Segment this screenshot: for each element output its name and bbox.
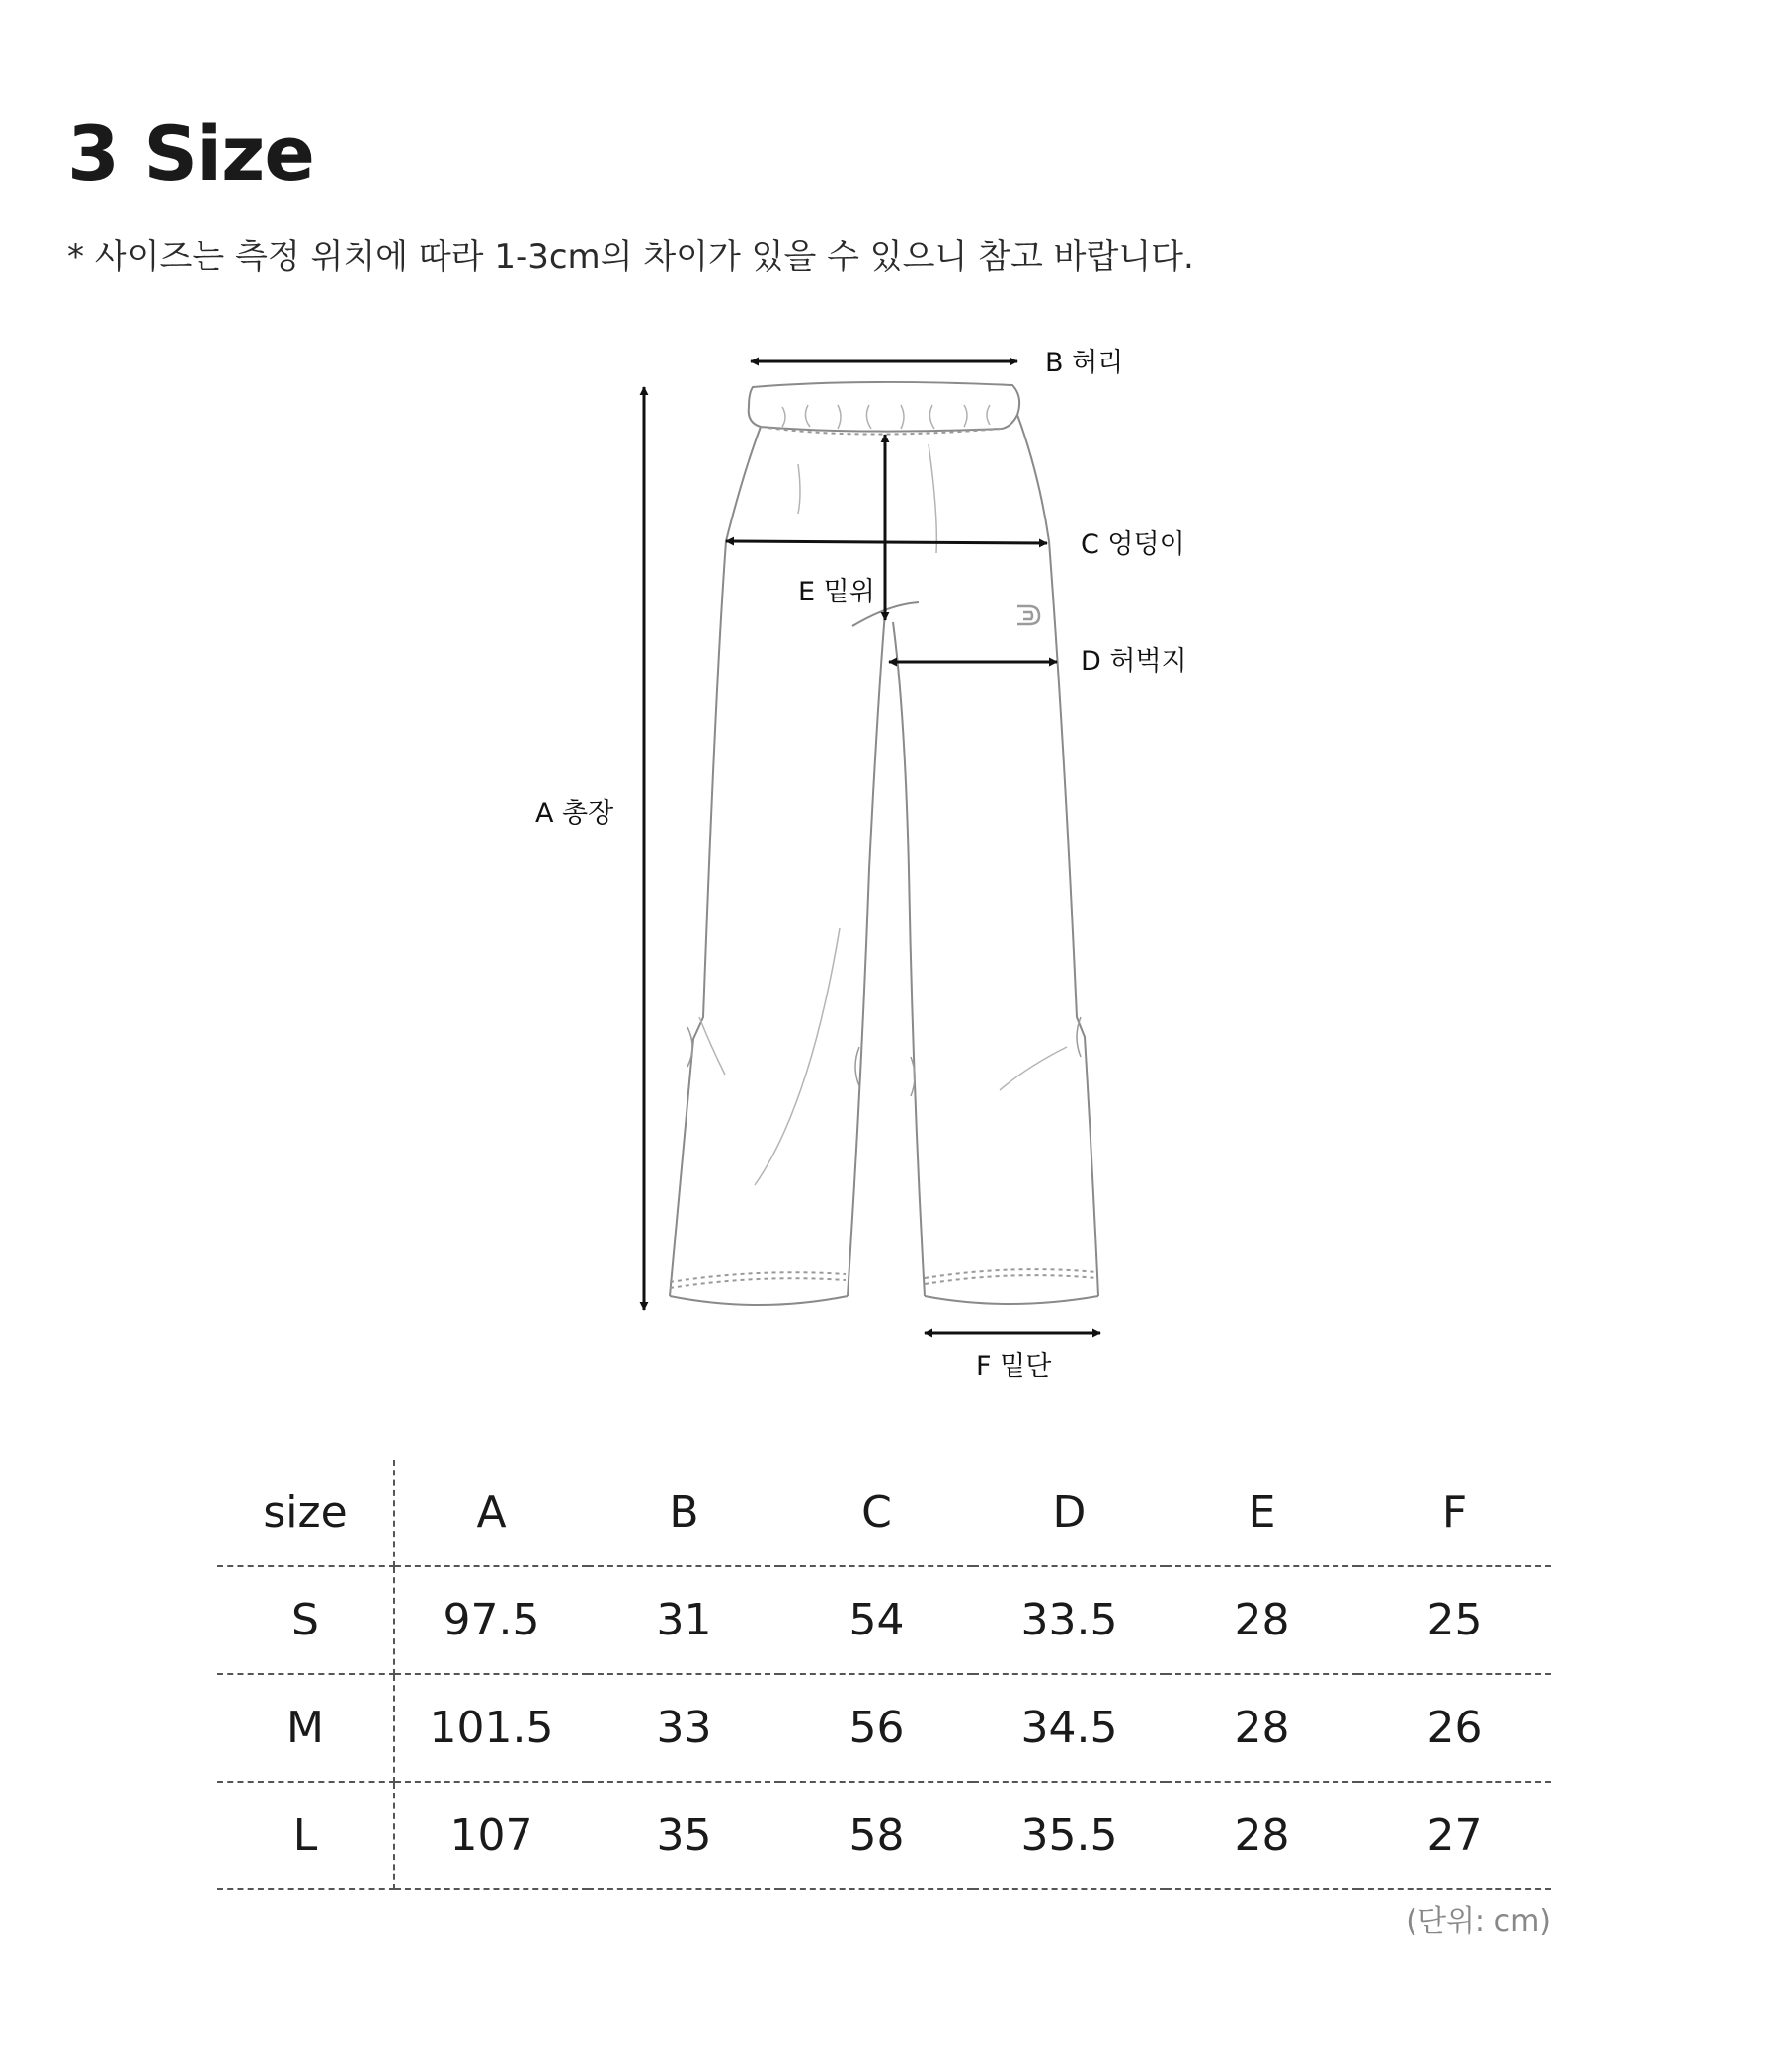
label-e: E 밑위 <box>798 577 875 607</box>
header-c: C <box>780 1460 973 1566</box>
table-cell: 58 <box>780 1782 973 1889</box>
table-cell: 97.5 <box>394 1566 588 1674</box>
table-cell: 33 <box>588 1674 780 1782</box>
brand-logo-icon <box>1017 606 1039 624</box>
header-b: B <box>588 1460 780 1566</box>
table-cell: 35 <box>588 1782 780 1889</box>
row-size-label: M <box>217 1674 394 1782</box>
table-cell: 107 <box>394 1782 588 1889</box>
table-cell: 28 <box>1166 1674 1358 1782</box>
table-cell: 31 <box>588 1566 780 1674</box>
label-a: A 총장 <box>535 798 614 829</box>
table-row <box>217 1566 1551 1674</box>
table-cell: 28 <box>1166 1782 1358 1889</box>
size-notice: * 사이즈는 측정 위치에 따라 1-3cm의 차이가 있을 수 있으니 참고 바랍니다. <box>67 237 1194 277</box>
label-c: C 엉덩이 <box>1081 529 1185 560</box>
table-row <box>217 1782 1551 1889</box>
unit-note: (단위: cm) <box>1406 1904 1551 1939</box>
measurement-arrows <box>644 361 1100 1333</box>
table-cell: 34.5 <box>973 1674 1166 1782</box>
header-e: E <box>1166 1460 1358 1566</box>
table-cell: 101.5 <box>394 1674 588 1782</box>
label-f: F 밑단 <box>976 1351 1052 1382</box>
row-size-label: L <box>217 1782 394 1889</box>
table-cell: 26 <box>1358 1674 1551 1782</box>
label-d: D 허벅지 <box>1081 646 1187 677</box>
header-d: D <box>973 1460 1166 1566</box>
table-row <box>217 1674 1551 1782</box>
header-a: A <box>394 1460 588 1566</box>
row-size-label: S <box>217 1566 394 1674</box>
table-cell: 35.5 <box>973 1782 1166 1889</box>
table-cell: 54 <box>780 1566 973 1674</box>
header-size: size <box>217 1460 394 1566</box>
table-cell: 33.5 <box>973 1566 1166 1674</box>
table-cell: 25 <box>1358 1566 1551 1674</box>
table-cell: 27 <box>1358 1782 1551 1889</box>
label-b: B 허리 <box>1045 348 1124 378</box>
page-title: 3 Size <box>67 110 314 198</box>
size-table <box>217 1460 1551 1890</box>
header-f: F <box>1358 1460 1551 1566</box>
table-cell: 56 <box>780 1674 973 1782</box>
table-cell: 28 <box>1166 1566 1358 1674</box>
table-header-row <box>217 1460 1551 1566</box>
